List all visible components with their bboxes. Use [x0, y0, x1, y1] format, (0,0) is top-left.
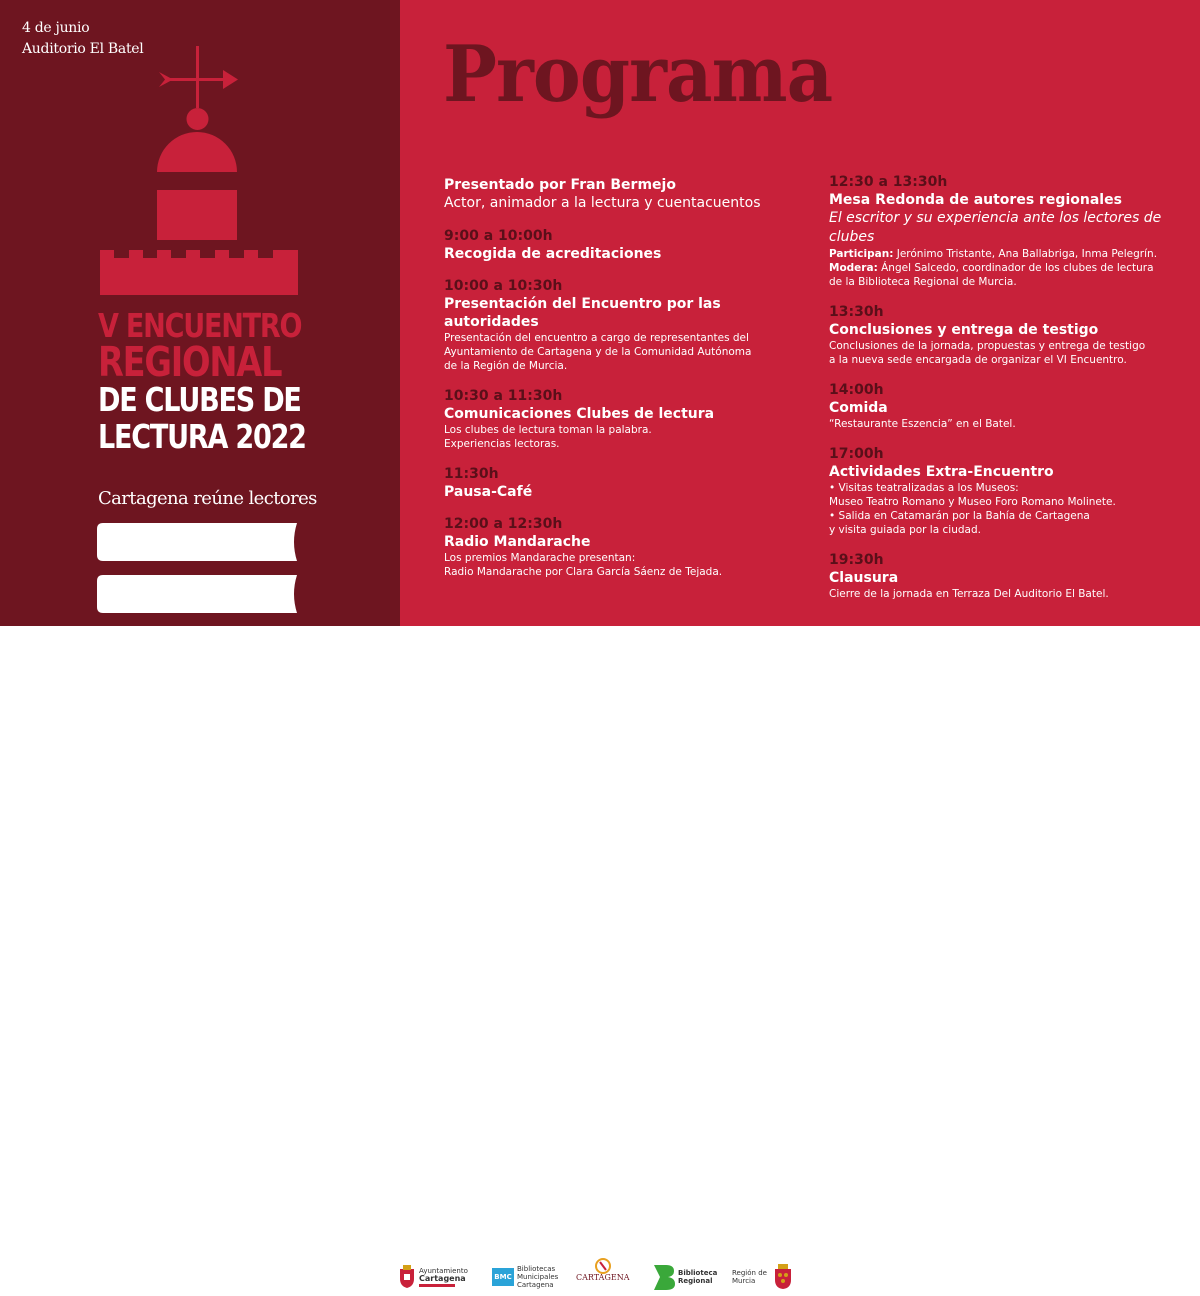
program-item-time: 9:00 a 10:00h	[444, 228, 553, 244]
program-item-description: y visita guiada por la ciudad.	[829, 524, 981, 536]
moderator-name: Ángel Salcedo, coordinador de los clubes de lectura	[877, 262, 1154, 274]
program-item-description: Cierre de la jornada en Terraza Del Auditorio El Batel.	[829, 588, 1109, 600]
program-item-description: Experiencias lectoras.	[444, 438, 560, 450]
program-item-description: Los clubes de lectura toman la palabra.	[444, 424, 652, 436]
program-item-time: 12:30 a 13:30h	[829, 174, 948, 190]
program-item-time: 11:30h	[444, 466, 499, 482]
participants-label: Participan:	[829, 248, 894, 260]
logo-text: Cartagena	[517, 1281, 554, 1289]
logo-text: CARTAGENA	[576, 1273, 630, 1282]
program-item-title: Mesa Redonda de autores regionales	[829, 192, 1122, 208]
program-item-description: Museo Teatro Romano y Museo Foro Romano Molinete.	[829, 496, 1116, 508]
region-murcia-crest-icon	[774, 1264, 792, 1290]
logo-text: Municipales	[517, 1273, 559, 1281]
cartagena-2022-icon	[592, 1258, 614, 1274]
program-item-time: 17:00h	[829, 446, 884, 462]
cartagena-crest-icon	[398, 1265, 416, 1289]
program-item-description: a la nueva sede encargada de organizar el VI Encuentro.	[829, 354, 1127, 366]
program-item-moderator	[829, 261, 1189, 275]
program-item-title: Presentación del Encuentro por las autoridades	[444, 296, 721, 330]
program-title: Programa	[443, 29, 833, 120]
program-item	[444, 277, 804, 373]
event-title-line-4: LECTURA 2022	[98, 417, 306, 456]
program-item-time: 13:30h	[829, 304, 884, 320]
program-item-description: Los premios Mandarache presentan:	[444, 552, 636, 564]
biblioteca-regional-icon	[652, 1263, 676, 1291]
program-item	[829, 381, 1189, 431]
program-item-description: “Restaurante Eszencia” en el Batel.	[829, 418, 1016, 430]
logo-bmc	[492, 1258, 558, 1296]
program-item-description: Conclusiones de la jornada, propuestas y entrega de testigo	[829, 340, 1146, 352]
program-item-time: 10:30 a 11:30h	[444, 388, 563, 404]
event-title	[98, 307, 308, 455]
program-item-title: Actividades Extra-Encuentro	[829, 464, 1054, 480]
program-item-mesa-redonda	[829, 173, 1189, 289]
logo-cartagena-2022	[576, 1258, 629, 1296]
logo-text: Biblioteca	[678, 1269, 718, 1277]
intro-description: Actor, animador a la lectura y cuentacuentos	[444, 195, 761, 211]
program-item-time: 10:00 a 10:30h	[444, 278, 563, 294]
books-stack-icon	[97, 520, 302, 618]
program-item-description: • Salida en Catamarán por la Bahía de Cartagena	[829, 510, 1090, 522]
program-intro	[444, 176, 804, 213]
event-venue: Auditorio El Batel	[22, 41, 144, 57]
program-item-title: Comunicaciones Clubes de lectura	[444, 406, 715, 422]
program-item-subtitle: El escritor y su experiencia ante los lectores de clubes	[829, 210, 1162, 245]
program-item-title: Recogida de acreditaciones	[444, 246, 662, 262]
program-column-right	[829, 173, 1189, 615]
program-item-description: Radio Mandarache por Clara García Sáenz de Tejada.	[444, 566, 723, 578]
program-item	[829, 551, 1189, 601]
program-item	[829, 445, 1189, 537]
program-column-left	[444, 176, 804, 593]
program-item	[829, 303, 1189, 367]
program-item-time: 14:00h	[829, 382, 884, 398]
left-panel	[0, 0, 400, 626]
event-title-line-1: V ENCUENTRO	[98, 306, 302, 345]
program-item	[444, 515, 804, 579]
program-item-moderator-line-2: de la Biblioteca Regional de Murcia.	[829, 276, 1017, 288]
program-item-description: • Visitas teatralizadas a los Museos:	[829, 482, 1019, 494]
program-item-time: 12:00 a 12:30h	[444, 516, 563, 532]
tower-illustration-icon	[95, 40, 300, 300]
logo-text: Cartagena	[419, 1274, 466, 1283]
program-item-title: Conclusiones y entrega de testigo	[829, 322, 1099, 338]
logo-text: Región de Murcia	[732, 1269, 767, 1285]
logo-text: Bibliotecas	[517, 1265, 556, 1273]
event-title-line-3: DE CLUBES DE	[98, 380, 301, 419]
logo-text: Regional	[678, 1277, 713, 1285]
footer-logos	[0, 626, 1200, 1289]
program-item-description: Ayuntamiento de Cartagena y de la Comunidad Autónoma	[444, 346, 752, 358]
logo-biblioteca-regional	[652, 1258, 717, 1296]
program-item-description: Presentación del encuentro a cargo de representantes del	[444, 332, 749, 344]
program-item	[444, 387, 804, 451]
event-date: 4 de junio	[22, 20, 90, 36]
moderator-label: Modera:	[829, 262, 878, 274]
bmc-icon: BMC	[492, 1268, 514, 1286]
intro-presenter: Presentado por Fran Bermejo	[444, 177, 676, 193]
program-item	[444, 465, 804, 501]
program-item-title: Comida	[829, 400, 888, 416]
logo-region-murcia	[732, 1258, 792, 1296]
event-tagline: Cartagena reúne lectores	[98, 488, 317, 509]
program-item-title: Clausura	[829, 570, 899, 586]
logo-text: Ayuntamiento	[419, 1267, 468, 1275]
event-title-line-2: REGIONAL	[98, 338, 282, 386]
participants-names: Jerónimo Tristante, Ana Ballabriga, Inma Pelegrín.	[893, 248, 1158, 260]
program-item	[444, 227, 804, 263]
program-item-title: Pausa-Café	[444, 484, 533, 500]
program-item-time: 19:30h	[829, 552, 884, 568]
program-item-description: de la Región de Murcia.	[444, 360, 568, 372]
program-item-participants	[829, 247, 1189, 261]
program-item-title: Radio Mandarache	[444, 534, 591, 550]
logo-ayuntamiento-cartagena	[398, 1258, 468, 1296]
